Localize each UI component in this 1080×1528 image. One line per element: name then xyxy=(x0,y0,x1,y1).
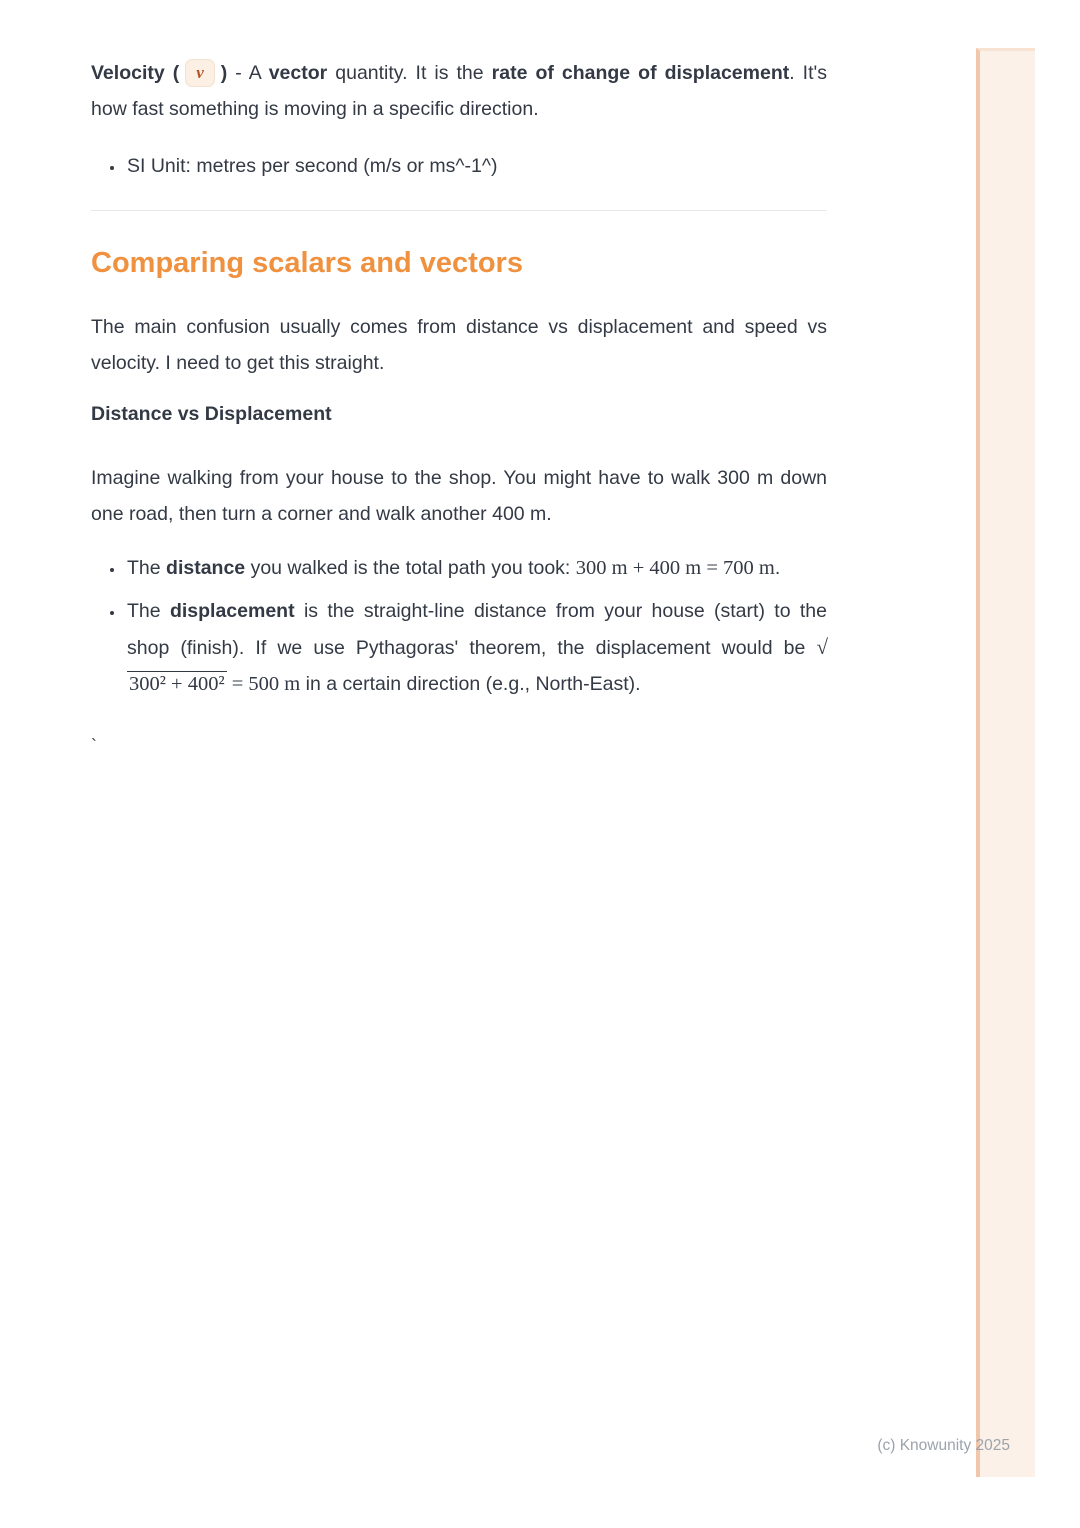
list-item xyxy=(125,550,827,586)
text-run: = 500 m xyxy=(226,673,301,695)
text-run: is the straight-line distance from your house (start) to the shop (finish). If we use Pythagoras' theorem, the displacement would be xyxy=(127,600,827,659)
list-item xyxy=(125,148,827,184)
text-run: ) xyxy=(220,62,228,84)
text-run: SI Unit: metres per second (m/s or ms^-1^) xyxy=(127,155,498,177)
copyright-note: (c) Knowunity 2025 xyxy=(877,1437,1010,1454)
text-run: The xyxy=(127,600,170,622)
text-run: in a certain direction (e.g., North-East). xyxy=(300,673,641,695)
text-run: you walked is the total path you took: xyxy=(245,557,576,579)
list-item xyxy=(125,593,827,702)
text-run: The xyxy=(127,557,167,579)
sub-heading: Distance vs Displacement xyxy=(91,403,332,425)
text-run: displacement xyxy=(169,600,295,622)
text-run: Velocity ( xyxy=(91,62,180,84)
stray-backtick: ` xyxy=(91,736,97,756)
text-run: - A xyxy=(227,62,269,84)
section-heading: Comparing scalars and vectors xyxy=(91,247,523,279)
text-run: The main confusion usually comes from distance vs displacement and speed vs velocity. I need to get this straight. xyxy=(91,316,827,374)
text-run: vector xyxy=(268,62,328,84)
document-body xyxy=(91,55,827,764)
text-run: distance xyxy=(166,557,246,579)
inline-code-token: v xyxy=(185,59,215,87)
si-unit-list xyxy=(91,148,827,184)
walk-example-paragraph xyxy=(91,460,827,532)
distance-displacement-list xyxy=(91,550,827,702)
section-divider xyxy=(91,210,827,211)
text-run: rate of change of displacement xyxy=(491,62,790,84)
text-run: 300 m + 400 m = 700 m xyxy=(575,557,775,579)
text-run: √ xyxy=(816,635,828,659)
text-run: 300² + 400² xyxy=(129,673,225,695)
text-run: . xyxy=(774,557,781,579)
text-run: . It's how fast something is moving in a specific direction. xyxy=(91,62,827,120)
intro-paragraph xyxy=(91,309,827,381)
text-run: quantity. It is the xyxy=(327,62,492,84)
text-run: Imagine walking from your house to the shop. You might have to walk 300 m down one road, then turn a corner and walk another 400 m. xyxy=(91,467,827,525)
page-edge-stripe xyxy=(976,48,1035,1477)
velocity-definition-paragraph xyxy=(91,55,827,127)
